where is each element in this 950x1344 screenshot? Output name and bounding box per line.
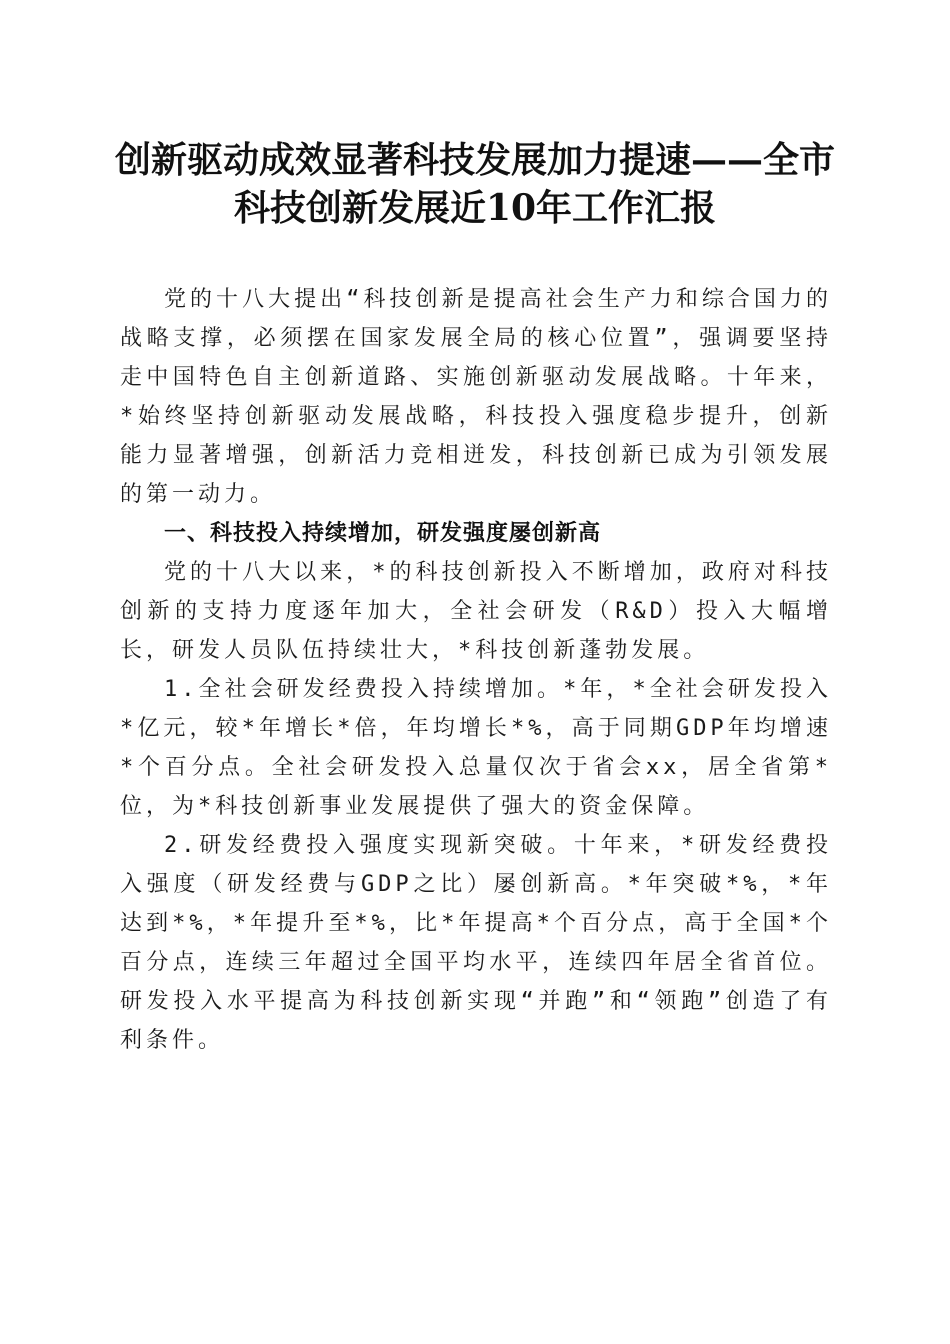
section-1-item-2: 2.研发经费投入强度实现新突破。十年来，*研发经费投入强度（研发经费与GDP之比）屡创新高。*年突破*%，*年达到*%，*年提升至*%，比*年提高*个百分点，高于全国*个百分点，连续三年超过全国平均水平，连续四年居全省首位。研发投入水平提高为科技创新实现“并跑”和“领跑”创造了有利条件。 xyxy=(120,833,832,1053)
section-1-item-1: 1.全社会研发经费投入持续增加。*年，*全社会研发投入*亿元，较*年增长*倍，年均增长*%，高于同期GDP年均增速*个百分点。全社会研发投入总量仅次于省会xx，居全省第*位，为*科技创新事业发展提供了强大的资金保障。 xyxy=(120,677,832,819)
title-line-1: 创新驱动成效显著科技发展加力提速——全市 xyxy=(114,139,835,181)
document-body xyxy=(120,280,832,1060)
section-1-heading: 一、科技投入持续增加，研发强度屡创新高 xyxy=(164,521,602,546)
title-line-2: 科技创新发展近10年工作汇报 xyxy=(233,187,717,229)
document-title xyxy=(100,136,850,232)
section-1-lead-paragraph: 党的十八大以来，*的科技创新投入不断增加，政府对科技创新的支持力度逐年加大，全社会研发（R&D）投入大幅增长，研发人员队伍持续壮大，*科技创新蓬勃发展。 xyxy=(120,560,832,663)
intro-paragraph: 党的十八大提出“科技创新是提高社会生产力和综合国力的战略支撑，必须摆在国家发展全局的核心位置”，强调要坚持走中国特色自主创新道路、实施创新驱动发展战略。十年来，*始终坚持创新驱动发展战略，科技投入强度稳步提升，创新能力显著增强，创新活力竞相迸发，科技创新已成为引领发展的第一动力。 xyxy=(120,287,832,507)
